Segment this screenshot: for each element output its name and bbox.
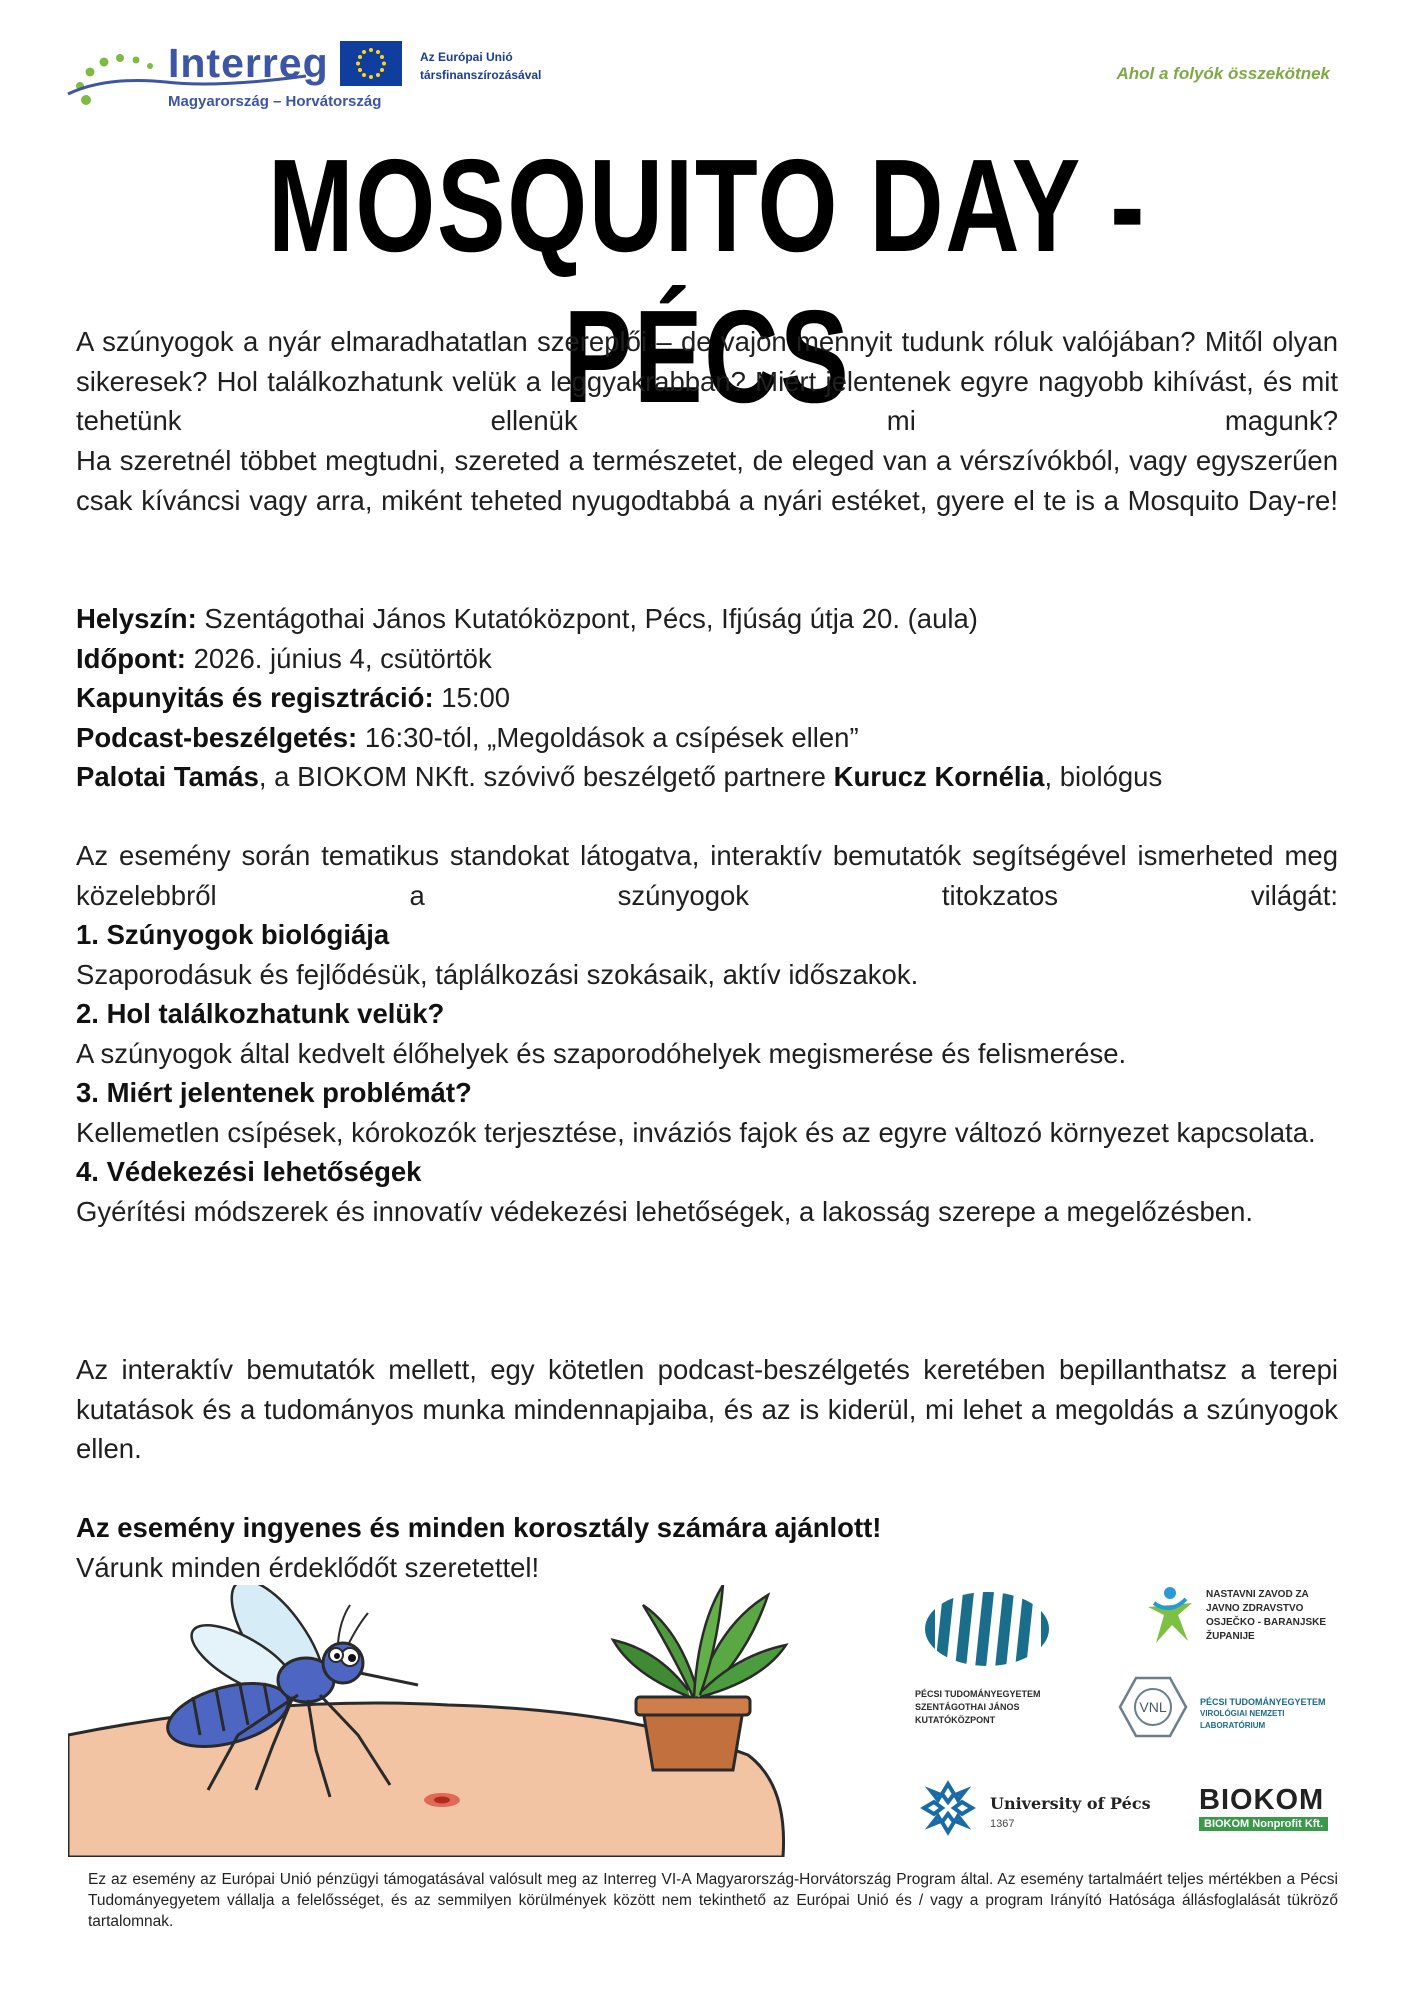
detail-doors [76,678,1338,718]
eu-text-line2: társfinanszírozásával [420,68,542,82]
podcast-paragraph [76,1350,1338,1469]
nzjz-line: OSJEČKO - BARANJSKE [1206,1617,1327,1628]
vnl-name [1200,1696,1340,1732]
topic-heading: 2. Hol találkozhatunk velük? [76,998,445,1029]
vnl-line: PÉCSI TUDOMÁNYEGYETEM [1200,1697,1326,1707]
nzjz-line: JAVNO ZDRAVSTVO [1206,1603,1304,1614]
intro-p1-text: A szúnyogok a nyár elmaradhatatlan szereplői – de vajon mennyit tudunk róluk valójában? Mitől olyan sikeresek? Hol találkozhatunk velük a leggyakrabban? Miért jelentenek egyre nagyobb kihívást, és mit tehetünk ellenük mi magunk? [76,326,1338,436]
topic-heading: 4. Védekezési lehetőségek [76,1156,422,1187]
nzjz-name [1206,1588,1346,1644]
biokom-subtitle: BIOKOM Nonprofit Kft. [1199,1817,1328,1831]
detail-speakers [76,757,1338,797]
detail-podcast-label: Podcast-beszélgetés: [76,721,358,753]
szkk-name [915,1688,1075,1727]
topic-heading: 3. Miért jelentenek problémát? [76,1077,472,1108]
topic-heading: 1. Szúnyogok biológiája [76,919,390,950]
mosquito-illustration [68,1585,796,1857]
interreg-subtitle: Magyarország – Horvátország [168,93,382,110]
nzjz-figure-logo [1140,1585,1202,1645]
intro-p2-text: Ha szeretnél többet megtudni, szereted a természetet, de eleged van a vérszívókból, vagy egyszerűen csak kíváncsi vagy arra, miként teheted nyugodtabbá a nyári estéket, gyere el te is a Mosquito Day-re! [76,445,1338,516]
szkk-line: SZENTÁGOTHAI JÁNOS [915,1702,1020,1712]
vnl-hexagon-logo [1118,1676,1188,1738]
speaker-end: , biológus [1044,761,1163,792]
event-details [76,599,1338,797]
interreg-wordmark: Interreg [168,40,329,86]
upecs-name: University of Pécs [990,1794,1151,1813]
topic-text: A szúnyogok által kedvelt élőhelyek és szaporodóhelyek megismerése és felismerése. [76,1037,1127,1069]
detail-doors-value: 15:00 [433,682,511,713]
biokom-logo: BIOKOM [1199,1784,1325,1816]
nzjz-line: ŽUPANIJE [1206,1631,1255,1642]
topics-intro-text: Az esemény során tematikus standokat látogatva, interaktív bemutatók segítségével ismerheted meg közelebbről a szúnyogok titokzatos világát: [76,840,1338,911]
szkk-line: KUTATÓKÖZPONT [915,1715,996,1725]
detail-date-label: Időpont: [76,642,186,674]
vnl-badge-text: VNL [1139,1699,1167,1715]
closing-bold: Az esemény ingyenes és minden korosztály számára ajánlott! [76,1512,882,1543]
detail-location-label: Helyszín: [76,603,197,634]
upecs-cross-logo [920,1780,976,1836]
page-title: MOSQUITO DAY - PÉCS [267,132,1147,430]
szkk-line: PÉCSI TUDOMÁNYEGYETEM [915,1689,1041,1699]
topic-text: Kellemetlen csípések, kórokozók terjesztése, inváziós fajok és az egyre változó környezet kapcsolata. [76,1116,1316,1148]
topics-intro [76,836,1338,915]
topic-text: Szaporodásuk és fejlődésük, táplálkozási szokásaik, aktív időszakok. [76,958,919,990]
closing [76,1508,1338,1587]
speaker-2: Kurucz Kornélia [833,761,1045,792]
upecs-year: 1367 [990,1818,1015,1830]
detail-podcast-value: 16:30-tól, „Megoldások a csípések ellen” [357,721,859,753]
detail-date [76,639,1338,679]
speaker-connector: , a BIOKOM NKft. szóvivő beszélgető partnere [258,761,834,792]
intro-paragraph-2 [76,441,1338,520]
detail-date-value: 2026. június 4, csütörtök [185,642,492,674]
detail-location-value: Szentágothai János Kutatóközpont, Pécs, Ifjúság útja 20. (aula) [196,603,978,634]
closing-normal: Várunk minden érdeklődőt szeretettel! [76,1551,540,1583]
topics-list [76,915,1338,1231]
topic-text: Gyérítési módszerek és innovatív védekezési lehetőségek, a lakosság szerepe a megelőzésben. [76,1195,1254,1227]
detail-location [76,599,1338,639]
intro-paragraph-1 [76,322,1338,441]
vnl-line: VIROLÓGIAI NEMZETI LABORATÓRIUM [1200,1709,1285,1730]
speaker-1: Palotai Tamás [76,761,259,792]
eu-text-line1: Az Európai Unió [420,50,513,64]
eu-flag-icon [340,41,402,86]
program-tagline: Ahol a folyók összekötnek [1116,64,1330,83]
podcast-paragraph-text: Az interaktív bemutatók mellett, egy kötetlen podcast-beszélgetés keretében bepillanthatsz a terepi kutatások és a tudományos munka mindennapjaiba, és az is kiderül, mi lehet a megoldás a szúnyogok ellen. [76,1354,1338,1464]
detail-doors-label: Kapunyitás és regisztráció: [76,682,434,713]
detail-podcast [76,718,1338,758]
nzjz-line: NASTAVNI ZAVOD ZA [1206,1589,1309,1600]
funding-disclaimer: Ez az esemény az Európai Unió pénzügyi támogatásával valósult meg az Interreg VI-A Magyarország-Horvátország Program által. Az esemény tartalmáért teljes mértékben a Pécsi Tudományegyetem vállalja a felelősséget, és az semmilyen körülmények között nem tekinthető az Európai Unió és / vagy a program Irányító Hatósága állásfoglalását tükröző tartalomnak. [88,1871,1338,1930]
eu-cofinancing-text [420,48,600,84]
szkk-stripes-logo [925,1592,1050,1666]
